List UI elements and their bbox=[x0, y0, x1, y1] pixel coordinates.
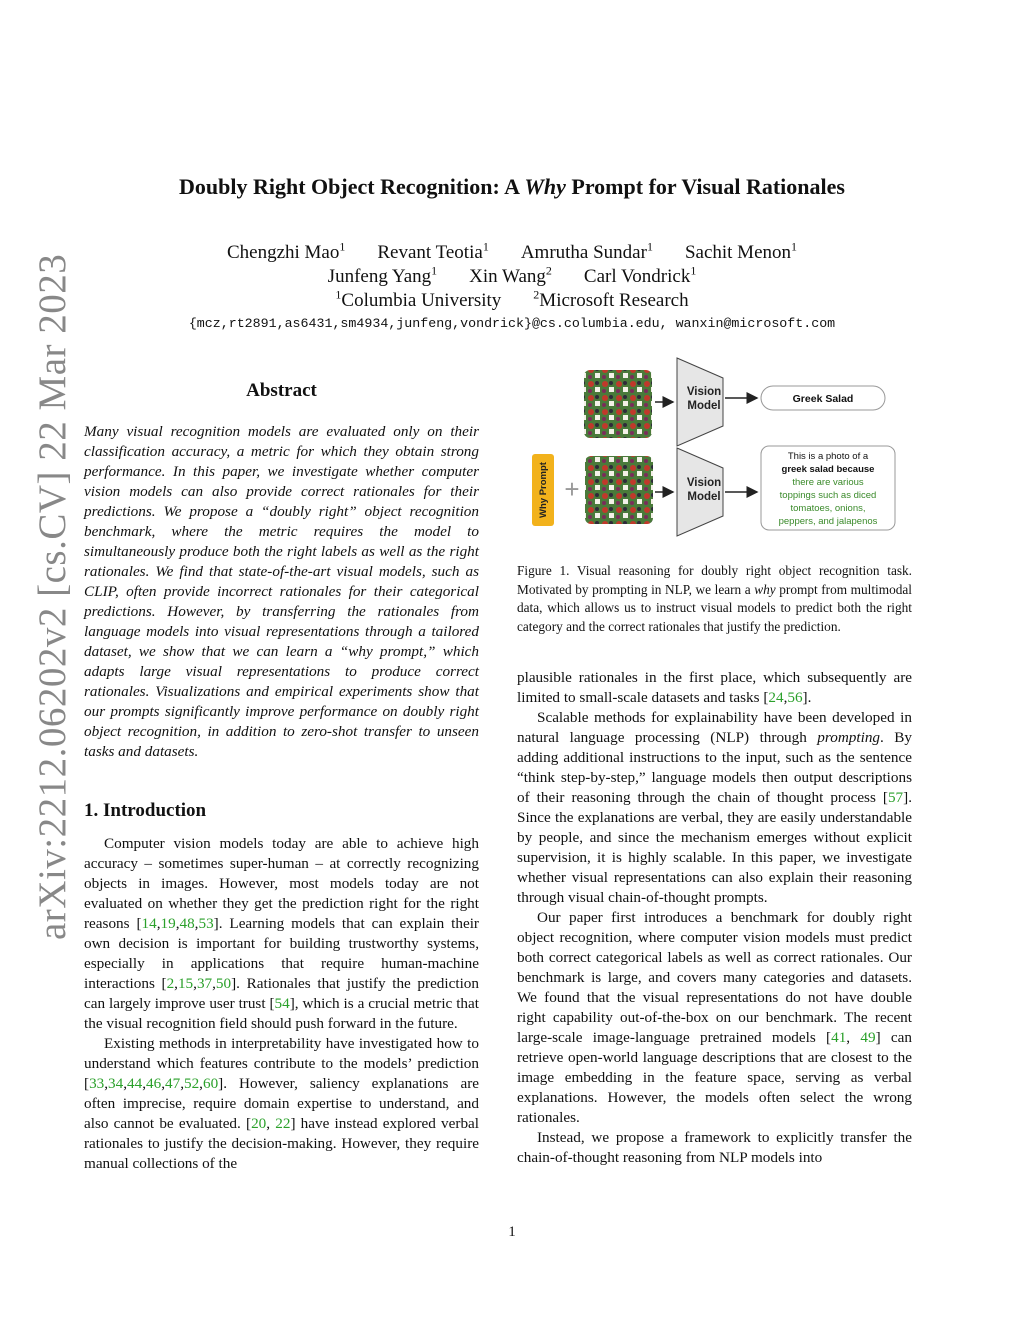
citation-link[interactable]: 41 bbox=[831, 1029, 847, 1046]
author-0 bbox=[328, 266, 437, 287]
left-column-body bbox=[84, 834, 479, 1174]
figure-caption bbox=[517, 562, 912, 636]
affiliation-0: $^1$Columbia University bbox=[335, 288, 502, 312]
paragraph: plausible rationales in the first place, which subsequently are limited to small-scale datasets and tasks [24,56]. bbox=[517, 669, 912, 706]
section-heading: 1. Introduction bbox=[84, 800, 207, 821]
paragraph: Our paper first introduces a benchmark for doubly right object recognition, where computer vision models must predict both correct categorical labels as well as correct rationales. Our benchmark is large, and covers many categories and datasets. We found that the visual representations do not have double right capability out-of-the-box on our benchmark. The recent large-scale image-language pretrained models [41, 49] can retrieve open-world language descriptions that are closest to the image embedding in the feature space, serving as verbal explanations. However, the models often select the wrong rationales. bbox=[517, 909, 912, 1126]
authors-row-1 bbox=[0, 240, 1024, 264]
author-affil-sup: 1 bbox=[339, 240, 346, 254]
caption-em: why bbox=[754, 581, 776, 597]
rationale-line-5: tomatoes, onions, bbox=[790, 503, 866, 514]
paragraph: Computer vision models today are able to achieve high accuracy – sometimes super-human – at correctly recognizing objects in images. However, most models today are not evaluated on whether they get the prediction right for the right reasons [14,19,48,53]. Learning models that can explain their own decision is important for building trustworthy systems, especially in applications that require human-machine interactions [2,15,37,50]. Rationales that justify the prediction can largely improve user trust [54], which is a crucial metric that the visual recognition field should push forward in the future. bbox=[84, 835, 479, 1032]
title-post: Prompt for Visual Rationales bbox=[565, 174, 845, 199]
citation-link[interactable]: 14 bbox=[141, 915, 157, 932]
abstract-text: Many visual recognition models are evaluated only on their classification accuracy, a metric for which they obtain strong performance. In this paper, we investigate whether computer vision models can also provide correct rationales for their predictions. We propose a “doubly right” object recognition benchmark, where the metric requires the model to simultaneously produce both the right labels as well as the right rationales. We find that state-of-the-art visual models, such as CLIP, often provide incorrect rationales for their categorical predictions. However, by transferring the rationales from language models into visual representations through a tailored dataset, we show that we can learn a “why prompt,” which adapts large visual representations to produce correct rationales. Visualizations and empirical experiments show that our prompts significantly improve performance on doubly right object recognition, in addition to zero-shot transfer to unseen tasks and datasets. bbox=[84, 423, 479, 760]
author-affil-sup: 1 bbox=[791, 240, 798, 254]
citation-link[interactable]: 49 bbox=[860, 1029, 876, 1046]
author-name: Chengzhi Mao bbox=[226, 242, 340, 264]
citation-link[interactable]: 34 bbox=[108, 1075, 124, 1092]
citation-link[interactable]: 50 bbox=[215, 975, 232, 992]
author-2 bbox=[521, 242, 653, 263]
citation-link[interactable]: 24 bbox=[768, 689, 784, 706]
author-affil-sup: 1 bbox=[431, 264, 438, 278]
salad-image-top bbox=[584, 370, 652, 438]
citation-link[interactable]: 53 bbox=[198, 915, 214, 932]
salad-image-bottom bbox=[585, 456, 653, 524]
authors-row-2 bbox=[0, 264, 1024, 288]
emphasis: prompting bbox=[817, 729, 881, 746]
title-em: Why bbox=[524, 174, 566, 199]
output-label: Greek Salad bbox=[792, 393, 854, 405]
citation-link[interactable]: 37 bbox=[196, 975, 213, 992]
vision-model-top-label-2: Model bbox=[687, 400, 721, 412]
author-affil-sup: 1 bbox=[482, 240, 489, 254]
author-name: Sachit Menon bbox=[684, 242, 792, 264]
citation-link[interactable]: 44 bbox=[127, 1075, 143, 1092]
citation-link[interactable]: 57 bbox=[887, 789, 904, 806]
rationale-line-1: This is a photo of a bbox=[787, 451, 869, 462]
author-affil-sup: 2 bbox=[545, 264, 552, 278]
citation-link[interactable]: 47 bbox=[165, 1075, 181, 1092]
author-0 bbox=[227, 242, 345, 263]
author-name: Junfeng Yang bbox=[327, 266, 432, 288]
citation-link[interactable]: 15 bbox=[177, 975, 194, 992]
rationale-line-3: there are various bbox=[792, 477, 864, 488]
author-2 bbox=[584, 266, 696, 287]
rationale-line-2: greek salad because bbox=[781, 464, 875, 475]
title-pre: Doubly Right Object Recognition: A bbox=[179, 174, 525, 199]
citation-link[interactable]: 60 bbox=[202, 1075, 219, 1092]
citation-link[interactable]: 54 bbox=[274, 995, 290, 1012]
why-prompt-label: Why Prompt bbox=[538, 462, 549, 518]
author-affil-sup: 1 bbox=[646, 240, 653, 254]
caption-part-2: prompt from multimodal data, which allows us to instruct visual models to predict both the right category and the correct rationales that justify the prediction. bbox=[517, 581, 912, 634]
right-column-body bbox=[517, 668, 912, 1168]
figure-1 bbox=[517, 352, 917, 548]
citation-link[interactable]: 19 bbox=[160, 915, 176, 932]
author-3 bbox=[685, 242, 797, 263]
rationale-line-4: toppings such as diced bbox=[779, 490, 877, 501]
author-emails: {mcz,rt2891,as6431,sm4934,junfeng,vondrick}@cs.columbia.edu, wanxin@microsoft.com bbox=[188, 316, 836, 331]
paragraph: Existing methods in interpretability have investigated how to understand which features contribute to the models’ prediction [33,34,44,46,47,52,60]. However, saliency explanations are often imprecise, require domain expertise to understand, and also cannot be evaluated. [20, 22] have instead explored verbal rationales to justify the decision-making. However, they require manual collections of the bbox=[84, 1035, 480, 1172]
rationale-line-6: peppers, and jalapenos bbox=[778, 516, 878, 527]
page-number: 1 bbox=[508, 1224, 516, 1240]
author-name: Xin Wang bbox=[469, 266, 546, 288]
caption-part-1: Figure 1. Visual reasoning for doubly right object recognition task. Motivated by prompting in NLP, we learn a bbox=[517, 563, 912, 597]
author-name: Revant Teotia bbox=[377, 242, 483, 264]
vision-model-bottom-label-2: Model bbox=[687, 491, 721, 503]
citation-link[interactable]: 2 bbox=[166, 975, 175, 992]
paragraph: Scalable methods for explainability have been developed in natural language processing (NLP) through prompting. By adding additional instructions to the input, such as the sentence “think step-by-step,” language models then output descriptions of their reasoning through the chain of thought process [57]. Since the explanations are verbal, they are easily understandable by people, and since the mechanism emerges without explicit supervision, it is highly scalable. In this paper, we investigate whether visual representations can also explain their reasoning through visual chain-of-thought prompts. bbox=[517, 709, 912, 906]
vision-model-bottom-label-1: Vision bbox=[686, 477, 722, 489]
author-1 bbox=[377, 242, 488, 263]
plus-sign: + bbox=[564, 474, 580, 504]
vision-model-top-label-1: Vision bbox=[686, 386, 722, 398]
affiliation-1: $^2$Microsoft Research bbox=[533, 288, 689, 312]
author-affil-sup: 1 bbox=[690, 264, 697, 278]
paper-title bbox=[0, 174, 1024, 200]
citation-link[interactable]: 56 bbox=[787, 689, 803, 706]
citation-link[interactable]: 46 bbox=[146, 1075, 162, 1092]
citation-link[interactable]: 22 bbox=[275, 1115, 291, 1132]
author-name: Amrutha Sundar bbox=[520, 242, 647, 264]
author-1 bbox=[469, 266, 552, 287]
citation-link[interactable]: 52 bbox=[183, 1075, 200, 1092]
arxiv-sidebar-id: arXiv:2212.06202v2 [cs.CV] 22 Mar 2023 bbox=[31, 253, 74, 940]
citation-link[interactable]: 33 bbox=[89, 1075, 105, 1092]
citation-link[interactable]: 48 bbox=[179, 915, 195, 932]
paragraph: Instead, we propose a framework to explicitly transfer the chain-of-thought reasoning from NLP models into bbox=[517, 1129, 912, 1166]
citation-link[interactable]: 20 bbox=[251, 1115, 267, 1132]
author-name: Carl Vondrick bbox=[583, 266, 691, 288]
abstract-heading: Abstract bbox=[246, 380, 317, 401]
affiliations bbox=[0, 288, 1024, 312]
